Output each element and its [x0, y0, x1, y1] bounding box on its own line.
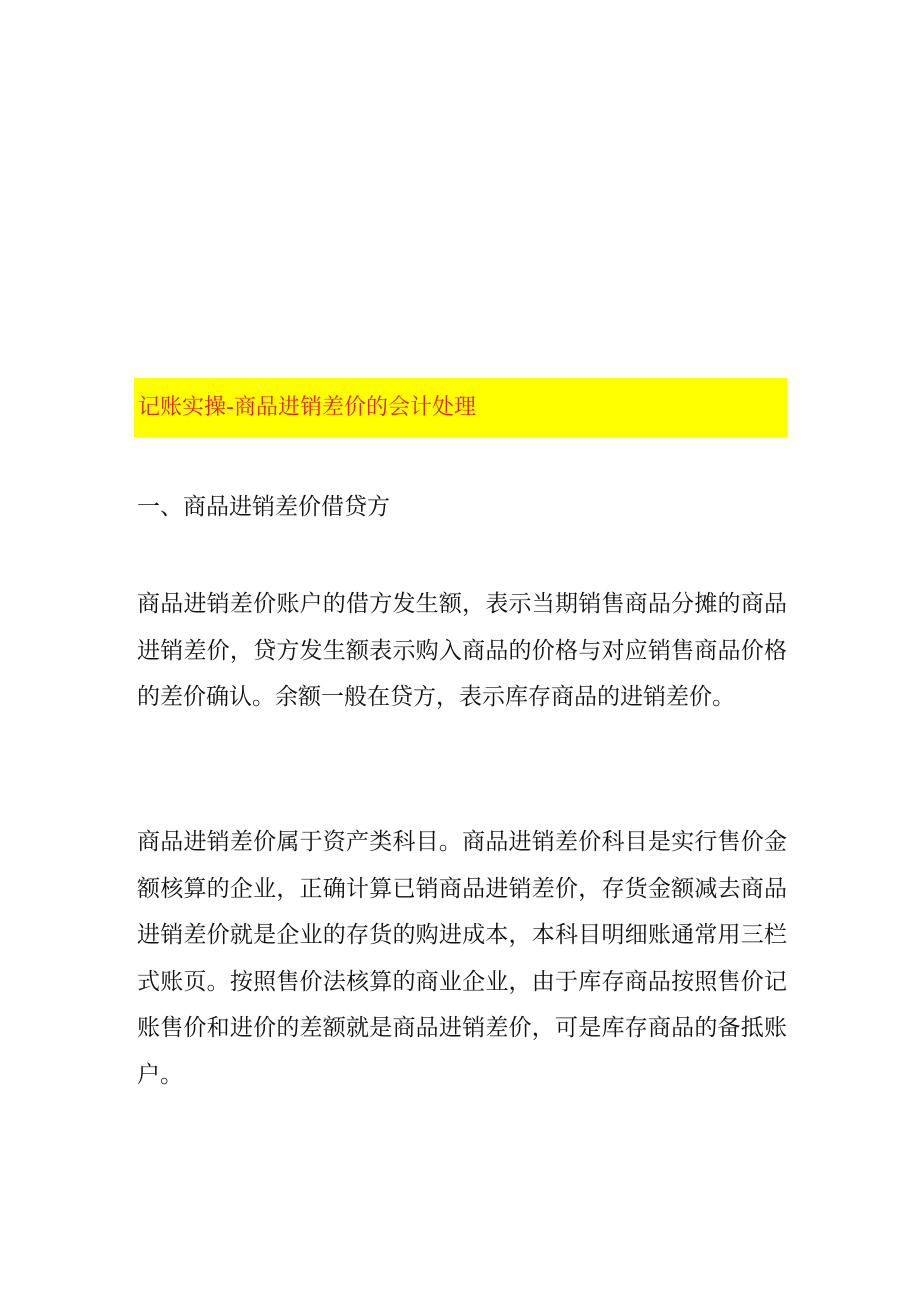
paragraph-account-nature: 商品进销差价属于资产类科目。商品进销差价科目是实行售价金额核算的企业，正确计算已销商品进销差价，存货金额减去商品进销差价就是企业的存货的购进成本，本科目明细账通常用三栏式账页。按照售价法核算的商业企业，由于库存商品按照售价记账售价和进价的差额就是商品进销差价，可是库存商品的备抵账户。 [137, 829, 787, 1088]
title-highlight-band [134, 378, 787, 437]
document-title: 记账实操-商品进销差价的会计处理 [138, 394, 476, 420]
paragraph-debit-credit: 商品进销差价账户的借方发生额，表示当期销售商品分摊的商品进销差价，贷方发生额表示购入商品的价格与对应销售商品价格的差价确认。余额一般在贷方，表示库存商品的进销差价。 [137, 591, 787, 710]
section-heading: 一、商品进销差价借贷方 [137, 494, 390, 520]
